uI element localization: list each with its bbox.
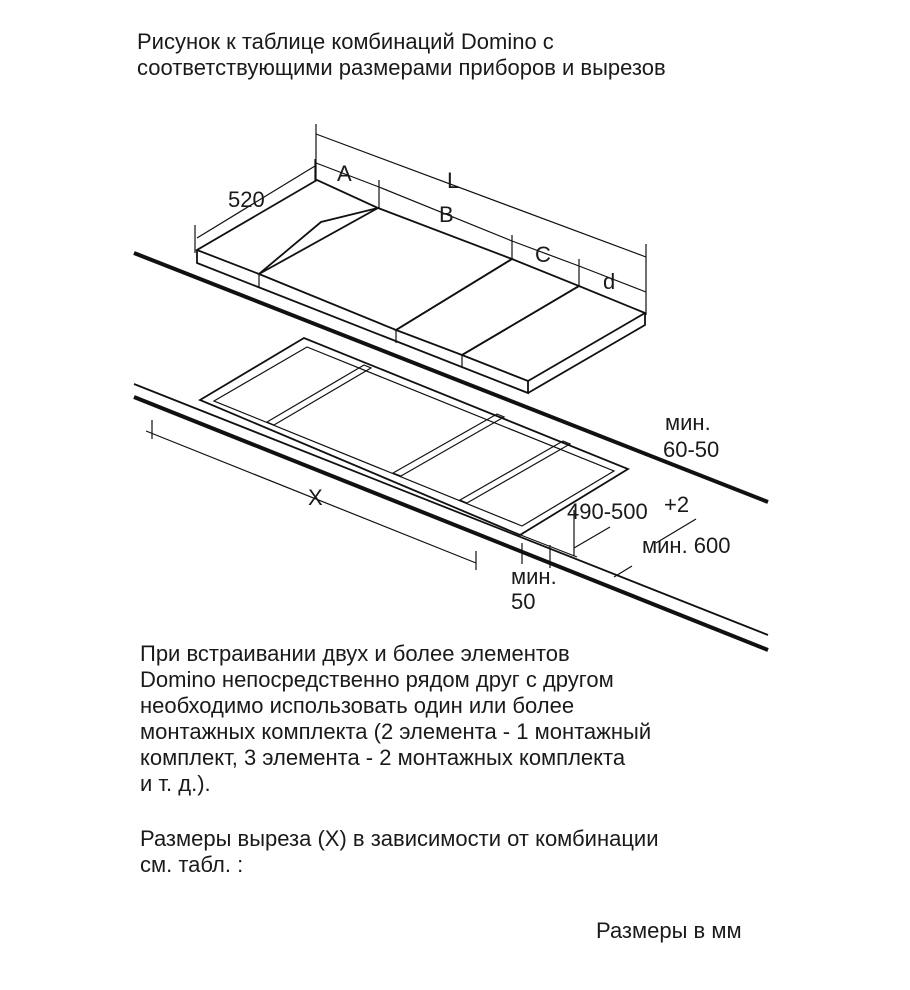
dim-l-label: L xyxy=(447,168,460,193)
depth-tolerance-label: +2 xyxy=(664,492,690,517)
countertop-front-edge-upper xyxy=(134,384,768,635)
min-50-line1: мин. xyxy=(511,564,557,589)
appliance-d xyxy=(462,286,645,381)
cutout-size-note: Размеры выреза (X) в зависимости от комбинации см. табл. : xyxy=(140,826,659,877)
installation-note: При встраивании двух и более элементов Domino непосредственно рядом друг с другом необходимо использовать один или более монтажных комплекта (2 элемента - 1 монтажный комплект, 3 элемента - 2 монтажных комплекта и т. д.). xyxy=(140,641,652,796)
depth-base-label: 490-500 xyxy=(567,499,648,524)
domino-appliances xyxy=(197,180,645,393)
appliance-b xyxy=(259,208,512,330)
min-600-label: мин. 600 xyxy=(642,533,731,558)
appliances-front-face xyxy=(197,250,528,393)
dim-a-label: A xyxy=(337,161,352,186)
cutout-bridge-3 xyxy=(460,441,570,503)
countertop-front-edge-lower xyxy=(134,397,768,650)
cutout-bridge-1 xyxy=(267,365,371,425)
min-60-50-line1: мин. xyxy=(665,410,711,435)
appliance-c xyxy=(396,259,579,355)
dim-c-label: C xyxy=(535,242,551,267)
appliance-a xyxy=(197,180,378,274)
cutout-outer xyxy=(200,338,628,535)
min-60-50-line2: 60-50 xyxy=(663,437,720,462)
dim-x-label: X xyxy=(308,485,323,510)
cutout-inner xyxy=(214,347,614,526)
figure-caption: Рисунок к таблице комбинаций Domino с соответствующими размерами приборов и вырезов xyxy=(137,29,666,80)
cutout-bridge-2 xyxy=(393,414,504,476)
dim-b-label: B xyxy=(439,202,454,227)
appliances-right-face xyxy=(528,313,645,393)
dim-520-label: 520 xyxy=(228,187,265,212)
min-50-line2: 50 xyxy=(511,589,536,614)
countertop-back-edge xyxy=(134,253,768,502)
dimension-lines xyxy=(146,124,696,577)
dim-d-label: d xyxy=(603,269,616,294)
units-note: Размеры в мм xyxy=(596,918,742,943)
cutout-outline xyxy=(200,338,628,535)
